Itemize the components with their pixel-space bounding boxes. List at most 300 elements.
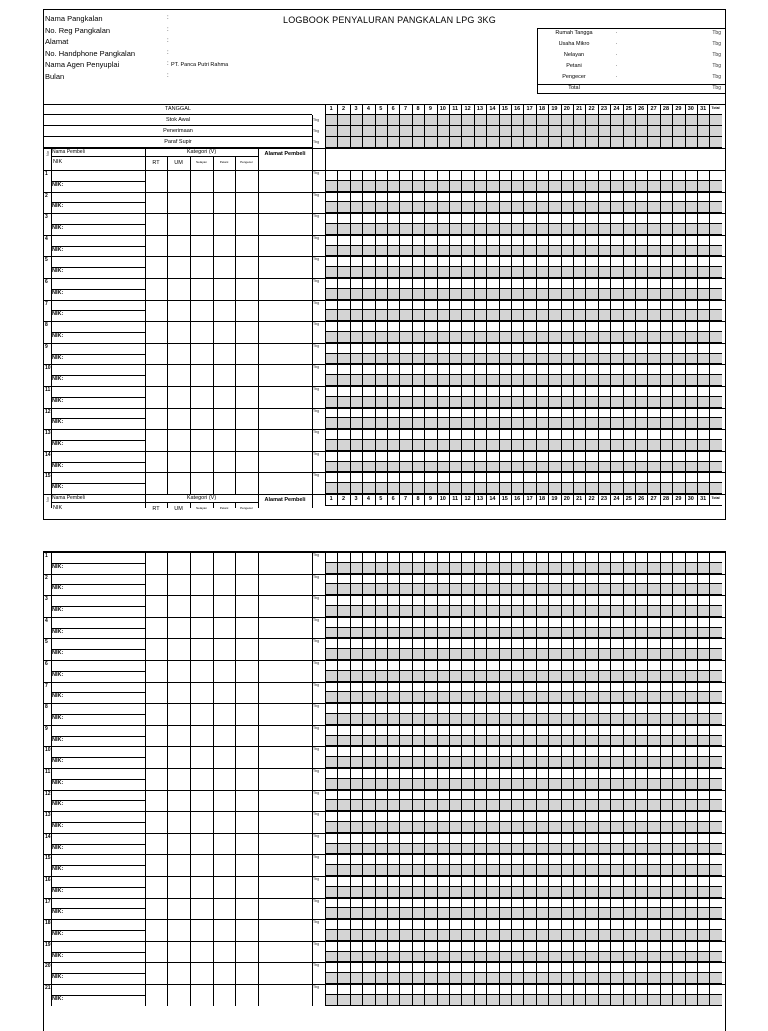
grid-cell-shaded[interactable] (635, 483, 647, 494)
grid-cell[interactable] (709, 278, 721, 289)
grid-cell[interactable] (511, 235, 523, 246)
grid-cell-shaded[interactable] (660, 973, 672, 984)
grid-cell[interactable] (672, 660, 684, 671)
grid-cell[interactable] (350, 703, 362, 714)
grid-cell[interactable] (573, 746, 585, 757)
grid-cell[interactable] (474, 703, 486, 714)
grid-cell-shaded[interactable] (337, 692, 349, 703)
grid-cell-shaded[interactable] (635, 397, 647, 408)
grid-cell-shaded[interactable] (387, 563, 399, 574)
grid-cell[interactable] (660, 300, 672, 311)
grid-cell-shaded[interactable] (375, 483, 387, 494)
grid-cell-shaded[interactable] (474, 865, 486, 876)
grid-cell[interactable] (337, 137, 349, 148)
grid-cell[interactable] (610, 962, 622, 973)
grid-cell-shaded[interactable] (647, 246, 659, 257)
grid-cell-shaded[interactable] (709, 181, 721, 192)
grid-cell-shaded[interactable] (697, 887, 709, 898)
grid-cell-shaded[interactable] (499, 714, 511, 725)
grid-cell[interactable] (697, 768, 709, 779)
grid-cell-shaded[interactable] (585, 692, 597, 703)
grid-cell[interactable] (697, 898, 709, 909)
grid-cell[interactable] (412, 235, 424, 246)
grid-cell[interactable] (573, 768, 585, 779)
grid-cell[interactable] (523, 638, 535, 649)
grid-cell[interactable] (437, 552, 449, 563)
grid-cell-shaded[interactable] (486, 952, 498, 963)
grid-cell-shaded[interactable] (375, 930, 387, 941)
grid-cell[interactable] (412, 790, 424, 801)
grid-cell[interactable] (387, 126, 399, 137)
grid-cell-shaded[interactable] (412, 714, 424, 725)
grid-cell[interactable] (412, 595, 424, 606)
grid-cell[interactable] (709, 192, 721, 203)
grid-cell-shaded[interactable] (610, 671, 622, 682)
grid-cell[interactable] (350, 898, 362, 909)
grid-cell-shaded[interactable] (449, 418, 461, 429)
grid-cell-shaded[interactable] (387, 930, 399, 941)
grid-cell-shaded[interactable] (337, 246, 349, 257)
grid-cell[interactable] (523, 472, 535, 483)
grid-cell[interactable] (610, 386, 622, 397)
grid-cell[interactable] (647, 941, 659, 952)
grid-cell[interactable] (561, 137, 573, 148)
grid-cell-shaded[interactable] (461, 887, 473, 898)
grid-cell-shaded[interactable] (350, 887, 362, 898)
grid-cell[interactable] (598, 256, 610, 267)
grid-cell-shaded[interactable] (647, 563, 659, 574)
grid-cell[interactable] (697, 682, 709, 693)
grid-cell[interactable] (474, 278, 486, 289)
grid-cell-shaded[interactable] (474, 800, 486, 811)
grid-cell-shaded[interactable] (523, 844, 535, 855)
grid-cell[interactable] (350, 429, 362, 440)
grid-cell-shaded[interactable] (424, 628, 436, 639)
grid-cell[interactable] (461, 703, 473, 714)
grid-cell[interactable] (523, 660, 535, 671)
grid-cell[interactable] (610, 192, 622, 203)
grid-cell-shaded[interactable] (461, 418, 473, 429)
grid-cell-shaded[interactable] (437, 289, 449, 300)
grid-cell-shaded[interactable] (437, 332, 449, 343)
grid-cell-shaded[interactable] (499, 628, 511, 639)
grid-cell-shaded[interactable] (561, 354, 573, 365)
grid-cell-shaded[interactable] (685, 397, 697, 408)
grid-cell-shaded[interactable] (461, 692, 473, 703)
grid-cell-shaded[interactable] (697, 584, 709, 595)
grid-cell[interactable] (561, 364, 573, 375)
grid-cell[interactable] (585, 919, 597, 930)
grid-cell-shaded[interactable] (325, 822, 337, 833)
grid-cell[interactable] (548, 962, 560, 973)
grid-cell[interactable] (573, 321, 585, 332)
grid-cell[interactable] (697, 595, 709, 606)
grid-cell[interactable] (536, 386, 548, 397)
grid-cell[interactable] (635, 941, 647, 952)
grid-cell[interactable] (647, 343, 659, 354)
grid-cell-shaded[interactable] (523, 952, 535, 963)
grid-cell[interactable] (325, 595, 337, 606)
grid-cell-shaded[interactable] (561, 671, 573, 682)
grid-cell[interactable] (387, 278, 399, 289)
grid-cell-shaded[interactable] (685, 692, 697, 703)
grid-cell-shaded[interactable] (375, 822, 387, 833)
grid-cell-shaded[interactable] (536, 779, 548, 790)
grid-cell-shaded[interactable] (449, 584, 461, 595)
grid-cell-shaded[interactable] (350, 844, 362, 855)
grid-cell[interactable] (350, 408, 362, 419)
grid-cell[interactable] (561, 833, 573, 844)
grid-cell-shaded[interactable] (536, 418, 548, 429)
grid-cell-shaded[interactable] (486, 246, 498, 257)
grid-cell-shaded[interactable] (350, 440, 362, 451)
grid-cell[interactable] (399, 213, 411, 224)
grid-cell-shaded[interactable] (387, 440, 399, 451)
grid-cell-shaded[interactable] (536, 354, 548, 365)
grid-cell[interactable] (486, 278, 498, 289)
grid-cell-shaded[interactable] (375, 995, 387, 1006)
grid-cell-shaded[interactable] (325, 606, 337, 617)
grid-cell[interactable] (350, 962, 362, 973)
grid-cell[interactable] (337, 682, 349, 693)
grid-cell-shaded[interactable] (437, 908, 449, 919)
grid-cell[interactable] (362, 300, 374, 311)
grid-cell-shaded[interactable] (548, 952, 560, 963)
grid-cell-shaded[interactable] (697, 757, 709, 768)
grid-cell[interactable] (511, 300, 523, 311)
grid-cell[interactable] (387, 682, 399, 693)
grid-cell[interactable] (660, 595, 672, 606)
grid-cell-shaded[interactable] (548, 865, 560, 876)
grid-cell-shaded[interactable] (337, 908, 349, 919)
grid-cell[interactable] (362, 682, 374, 693)
grid-cell[interactable] (511, 321, 523, 332)
grid-cell-shaded[interactable] (598, 736, 610, 747)
grid-cell[interactable] (523, 429, 535, 440)
grid-cell-shaded[interactable] (548, 584, 560, 595)
grid-cell-shaded[interactable] (523, 267, 535, 278)
grid-cell[interactable] (573, 854, 585, 865)
grid-cell-shaded[interactable] (449, 289, 461, 300)
grid-cell-shaded[interactable] (610, 181, 622, 192)
grid-cell[interactable] (697, 703, 709, 714)
grid-cell-shaded[interactable] (449, 973, 461, 984)
grid-cell-shaded[interactable] (672, 995, 684, 1006)
grid-cell[interactable] (461, 768, 473, 779)
grid-cell-shaded[interactable] (412, 908, 424, 919)
grid-cell[interactable] (350, 321, 362, 332)
grid-cell-shaded[interactable] (623, 440, 635, 451)
grid-cell-shaded[interactable] (325, 779, 337, 790)
grid-cell[interactable] (474, 746, 486, 757)
grid-cell-shaded[interactable] (672, 844, 684, 855)
grid-cell[interactable] (610, 256, 622, 267)
grid-cell[interactable] (486, 962, 498, 973)
grid-cell[interactable] (536, 429, 548, 440)
grid-cell[interactable] (511, 876, 523, 887)
grid-cell[interactable] (573, 278, 585, 289)
grid-cell[interactable] (697, 213, 709, 224)
grid-cell[interactable] (449, 386, 461, 397)
grid-cell[interactable] (672, 429, 684, 440)
grid-cell-shaded[interactable] (573, 332, 585, 343)
grid-cell-shaded[interactable] (399, 649, 411, 660)
grid-cell-shaded[interactable] (424, 418, 436, 429)
grid-cell-shaded[interactable] (399, 181, 411, 192)
grid-cell[interactable] (449, 170, 461, 181)
grid-cell-shaded[interactable] (437, 224, 449, 235)
grid-cell[interactable] (350, 746, 362, 757)
grid-cell-shaded[interactable] (598, 714, 610, 725)
grid-cell-shaded[interactable] (660, 181, 672, 192)
grid-cell-shaded[interactable] (561, 649, 573, 660)
grid-cell-shaded[interactable] (709, 397, 721, 408)
grid-cell[interactable] (598, 300, 610, 311)
grid-cell-shaded[interactable] (573, 563, 585, 574)
grid-cell-shaded[interactable] (585, 800, 597, 811)
grid-cell[interactable] (387, 115, 399, 126)
grid-cell[interactable] (709, 472, 721, 483)
grid-cell-shaded[interactable] (449, 649, 461, 660)
grid-cell[interactable] (561, 235, 573, 246)
grid-cell[interactable] (697, 126, 709, 137)
grid-cell-shaded[interactable] (523, 736, 535, 747)
grid-cell[interactable] (672, 617, 684, 628)
grid-cell-shaded[interactable] (523, 375, 535, 386)
grid-cell-shaded[interactable] (536, 800, 548, 811)
grid-cell[interactable] (362, 343, 374, 354)
grid-cell[interactable] (536, 126, 548, 137)
grid-cell-shaded[interactable] (337, 973, 349, 984)
grid-cell[interactable] (623, 552, 635, 563)
grid-cell-shaded[interactable] (325, 584, 337, 595)
grid-cell-shaded[interactable] (610, 440, 622, 451)
grid-cell-shaded[interactable] (548, 332, 560, 343)
grid-cell[interactable] (623, 941, 635, 952)
grid-cell-shaded[interactable] (573, 267, 585, 278)
grid-cell-shaded[interactable] (499, 779, 511, 790)
grid-cell-shaded[interactable] (474, 671, 486, 682)
grid-cell-shaded[interactable] (461, 462, 473, 473)
grid-cell[interactable] (523, 137, 535, 148)
grid-cell[interactable] (536, 725, 548, 736)
grid-cell-shaded[interactable] (437, 671, 449, 682)
grid-cell-shaded[interactable] (325, 375, 337, 386)
grid-cell[interactable] (610, 429, 622, 440)
grid-cell-shaded[interactable] (486, 606, 498, 617)
grid-cell[interactable] (449, 703, 461, 714)
grid-cell-shaded[interactable] (647, 584, 659, 595)
grid-cell[interactable] (573, 115, 585, 126)
grid-cell-shaded[interactable] (660, 483, 672, 494)
grid-cell[interactable] (623, 343, 635, 354)
grid-cell-shaded[interactable] (399, 779, 411, 790)
grid-cell-shaded[interactable] (610, 310, 622, 321)
grid-cell-shaded[interactable] (523, 563, 535, 574)
grid-cell[interactable] (474, 854, 486, 865)
grid-cell[interactable] (523, 278, 535, 289)
grid-cell[interactable] (623, 962, 635, 973)
grid-cell[interactable] (486, 235, 498, 246)
grid-cell-shaded[interactable] (474, 563, 486, 574)
grid-cell-shaded[interactable] (573, 995, 585, 1006)
grid-cell[interactable] (623, 364, 635, 375)
grid-cell-shaded[interactable] (573, 606, 585, 617)
grid-cell[interactable] (437, 213, 449, 224)
grid-cell-shaded[interactable] (585, 375, 597, 386)
grid-cell[interactable] (647, 746, 659, 757)
grid-cell-shaded[interactable] (697, 952, 709, 963)
grid-cell[interactable] (536, 854, 548, 865)
grid-cell[interactable] (449, 833, 461, 844)
grid-cell-shaded[interactable] (337, 606, 349, 617)
grid-cell[interactable] (548, 876, 560, 887)
grid-cell[interactable] (486, 617, 498, 628)
grid-cell-shaded[interactable] (536, 246, 548, 257)
grid-cell[interactable] (449, 898, 461, 909)
grid-cell-shaded[interactable] (461, 649, 473, 660)
grid-cell[interactable] (325, 941, 337, 952)
grid-cell-shaded[interactable] (585, 628, 597, 639)
grid-cell[interactable] (523, 386, 535, 397)
grid-cell[interactable] (697, 192, 709, 203)
grid-cell[interactable] (523, 595, 535, 606)
grid-cell[interactable] (399, 451, 411, 462)
grid-cell-shaded[interactable] (350, 606, 362, 617)
grid-cell-shaded[interactable] (585, 844, 597, 855)
grid-cell[interactable] (635, 256, 647, 267)
grid-cell-shaded[interactable] (474, 692, 486, 703)
grid-cell[interactable] (499, 300, 511, 311)
grid-cell[interactable] (362, 660, 374, 671)
grid-cell-shaded[interactable] (325, 628, 337, 639)
grid-cell[interactable] (337, 876, 349, 887)
grid-cell[interactable] (337, 429, 349, 440)
grid-cell-shaded[interactable] (561, 563, 573, 574)
grid-cell-shaded[interactable] (561, 908, 573, 919)
grid-cell[interactable] (461, 552, 473, 563)
grid-cell-shaded[interactable] (375, 397, 387, 408)
grid-cell[interactable] (412, 984, 424, 995)
grid-cell[interactable] (499, 854, 511, 865)
grid-cell-shaded[interactable] (499, 822, 511, 833)
grid-cell[interactable] (685, 213, 697, 224)
grid-cell-shaded[interactable] (623, 930, 635, 941)
grid-cell[interactable] (598, 617, 610, 628)
grid-cell[interactable] (523, 919, 535, 930)
grid-cell[interactable] (647, 617, 659, 628)
grid-cell-shaded[interactable] (647, 310, 659, 321)
grid-cell[interactable] (337, 343, 349, 354)
grid-cell[interactable] (362, 768, 374, 779)
grid-cell-shaded[interactable] (486, 908, 498, 919)
grid-cell-shaded[interactable] (672, 692, 684, 703)
grid-cell-shaded[interactable] (573, 908, 585, 919)
grid-cell-shaded[interactable] (399, 267, 411, 278)
grid-cell[interactable] (660, 638, 672, 649)
grid-cell-shaded[interactable] (536, 462, 548, 473)
grid-cell-shaded[interactable] (350, 628, 362, 639)
grid-cell[interactable] (697, 941, 709, 952)
grid-cell-shaded[interactable] (635, 246, 647, 257)
grid-cell-shaded[interactable] (412, 887, 424, 898)
grid-cell[interactable] (536, 617, 548, 628)
grid-cell[interactable] (623, 876, 635, 887)
grid-cell-shaded[interactable] (672, 267, 684, 278)
grid-cell-shaded[interactable] (486, 844, 498, 855)
grid-cell[interactable] (412, 137, 424, 148)
grid-cell[interactable] (660, 235, 672, 246)
grid-cell-shaded[interactable] (375, 584, 387, 595)
grid-cell[interactable] (647, 451, 659, 462)
grid-cell[interactable] (561, 682, 573, 693)
grid-cell[interactable] (635, 192, 647, 203)
grid-cell[interactable] (709, 364, 721, 375)
grid-cell[interactable] (387, 746, 399, 757)
grid-cell[interactable] (486, 898, 498, 909)
grid-cell[interactable] (362, 115, 374, 126)
grid-cell-shaded[interactable] (486, 354, 498, 365)
grid-cell[interactable] (511, 941, 523, 952)
grid-cell[interactable] (672, 256, 684, 267)
grid-cell[interactable] (585, 278, 597, 289)
grid-cell[interactable] (672, 638, 684, 649)
grid-cell-shaded[interactable] (647, 440, 659, 451)
grid-cell[interactable] (598, 552, 610, 563)
grid-cell-shaded[interactable] (647, 692, 659, 703)
grid-cell[interactable] (499, 746, 511, 757)
grid-cell[interactable] (536, 638, 548, 649)
grid-cell[interactable] (375, 386, 387, 397)
grid-cell[interactable] (585, 984, 597, 995)
grid-cell[interactable] (697, 854, 709, 865)
grid-cell[interactable] (412, 898, 424, 909)
grid-cell-shaded[interactable] (536, 483, 548, 494)
grid-cell-shaded[interactable] (660, 462, 672, 473)
grid-cell-shaded[interactable] (573, 202, 585, 213)
grid-cell-shaded[interactable] (511, 671, 523, 682)
grid-cell[interactable] (511, 898, 523, 909)
grid-cell-shaded[interactable] (610, 952, 622, 963)
grid-cell[interactable] (424, 408, 436, 419)
grid-cell[interactable] (325, 682, 337, 693)
grid-cell-shaded[interactable] (598, 844, 610, 855)
grid-cell[interactable] (424, 192, 436, 203)
grid-cell[interactable] (437, 660, 449, 671)
grid-cell[interactable] (399, 408, 411, 419)
grid-cell[interactable] (635, 300, 647, 311)
grid-cell-shaded[interactable] (486, 202, 498, 213)
grid-cell-shaded[interactable] (337, 930, 349, 941)
grid-cell-shaded[interactable] (449, 332, 461, 343)
grid-cell-shaded[interactable] (325, 930, 337, 941)
grid-cell-shaded[interactable] (337, 822, 349, 833)
grid-cell-shaded[interactable] (523, 649, 535, 660)
grid-cell[interactable] (598, 170, 610, 181)
grid-cell[interactable] (325, 768, 337, 779)
grid-cell[interactable] (672, 811, 684, 822)
grid-cell[interactable] (449, 790, 461, 801)
grid-cell-shaded[interactable] (375, 462, 387, 473)
grid-cell[interactable] (325, 660, 337, 671)
grid-cell-shaded[interactable] (511, 930, 523, 941)
grid-cell-shaded[interactable] (635, 908, 647, 919)
grid-cell[interactable] (424, 574, 436, 585)
grid-cell-shaded[interactable] (660, 332, 672, 343)
grid-cell[interactable] (536, 962, 548, 973)
grid-cell[interactable] (486, 919, 498, 930)
grid-cell-shaded[interactable] (437, 692, 449, 703)
